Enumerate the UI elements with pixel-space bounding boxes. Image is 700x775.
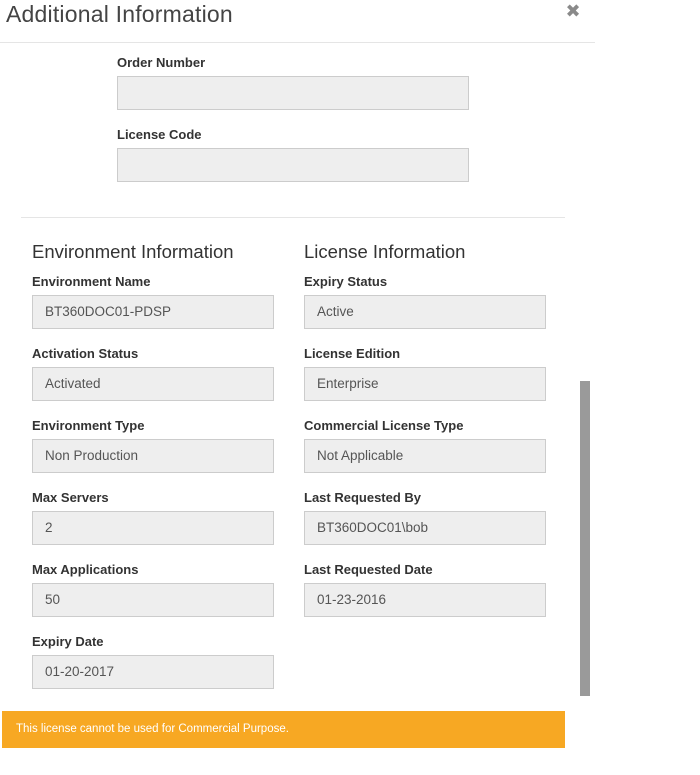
activation-status-label: Activation Status (32, 346, 139, 361)
expiry-date-field[interactable]: 01-20-2017 (32, 655, 274, 689)
environment-name-field[interactable]: BT360DOC01-PDSP (32, 295, 274, 329)
modal-header (0, 0, 595, 43)
last-requested-by-field[interactable]: BT360DOC01\bob (304, 511, 546, 545)
modal-title: Additional Information (6, 1, 233, 27)
scrollbar-thumb[interactable] (580, 381, 590, 696)
last-requested-date-field[interactable]: 01-23-2016 (304, 583, 546, 617)
license-edition-label: License Edition (304, 346, 401, 361)
last-requested-date-label: Last Requested Date (304, 562, 433, 577)
license-edition-field[interactable]: Enterprise (304, 367, 546, 401)
commercial-warning-alert: This license cannot be used for Commercial Purpose. (2, 711, 565, 748)
max-applications-field[interactable]: 50 (32, 583, 274, 617)
commercial-license-type-label: Commercial License Type (304, 418, 464, 433)
max-servers-field[interactable]: 2 (32, 511, 274, 545)
commercial-license-type-field[interactable]: Not Applicable (304, 439, 546, 473)
expiry-status-label: Expiry Status (304, 274, 388, 289)
section-divider (21, 217, 565, 218)
environment-name-label: Environment Name (32, 274, 151, 289)
license-code-field[interactable] (117, 148, 469, 182)
environment-type-field[interactable]: Non Production (32, 439, 274, 473)
order-number-field[interactable] (117, 76, 469, 110)
expiry-date-label: Expiry Date (32, 634, 104, 649)
activation-status-field[interactable]: Activated (32, 367, 274, 401)
close-icon[interactable]: ✖ (565, 1, 581, 21)
license-heading: License Information (304, 241, 466, 262)
last-requested-by-label: Last Requested By (304, 490, 422, 505)
license-code-label: License Code (117, 127, 202, 142)
max-applications-label: Max Applications (32, 562, 139, 577)
environment-type-label: Environment Type (32, 418, 145, 433)
environment-heading: Environment Information (32, 241, 234, 262)
order-number-label: Order Number (117, 55, 206, 70)
expiry-status-field[interactable]: Active (304, 295, 546, 329)
max-servers-label: Max Servers (32, 490, 109, 505)
